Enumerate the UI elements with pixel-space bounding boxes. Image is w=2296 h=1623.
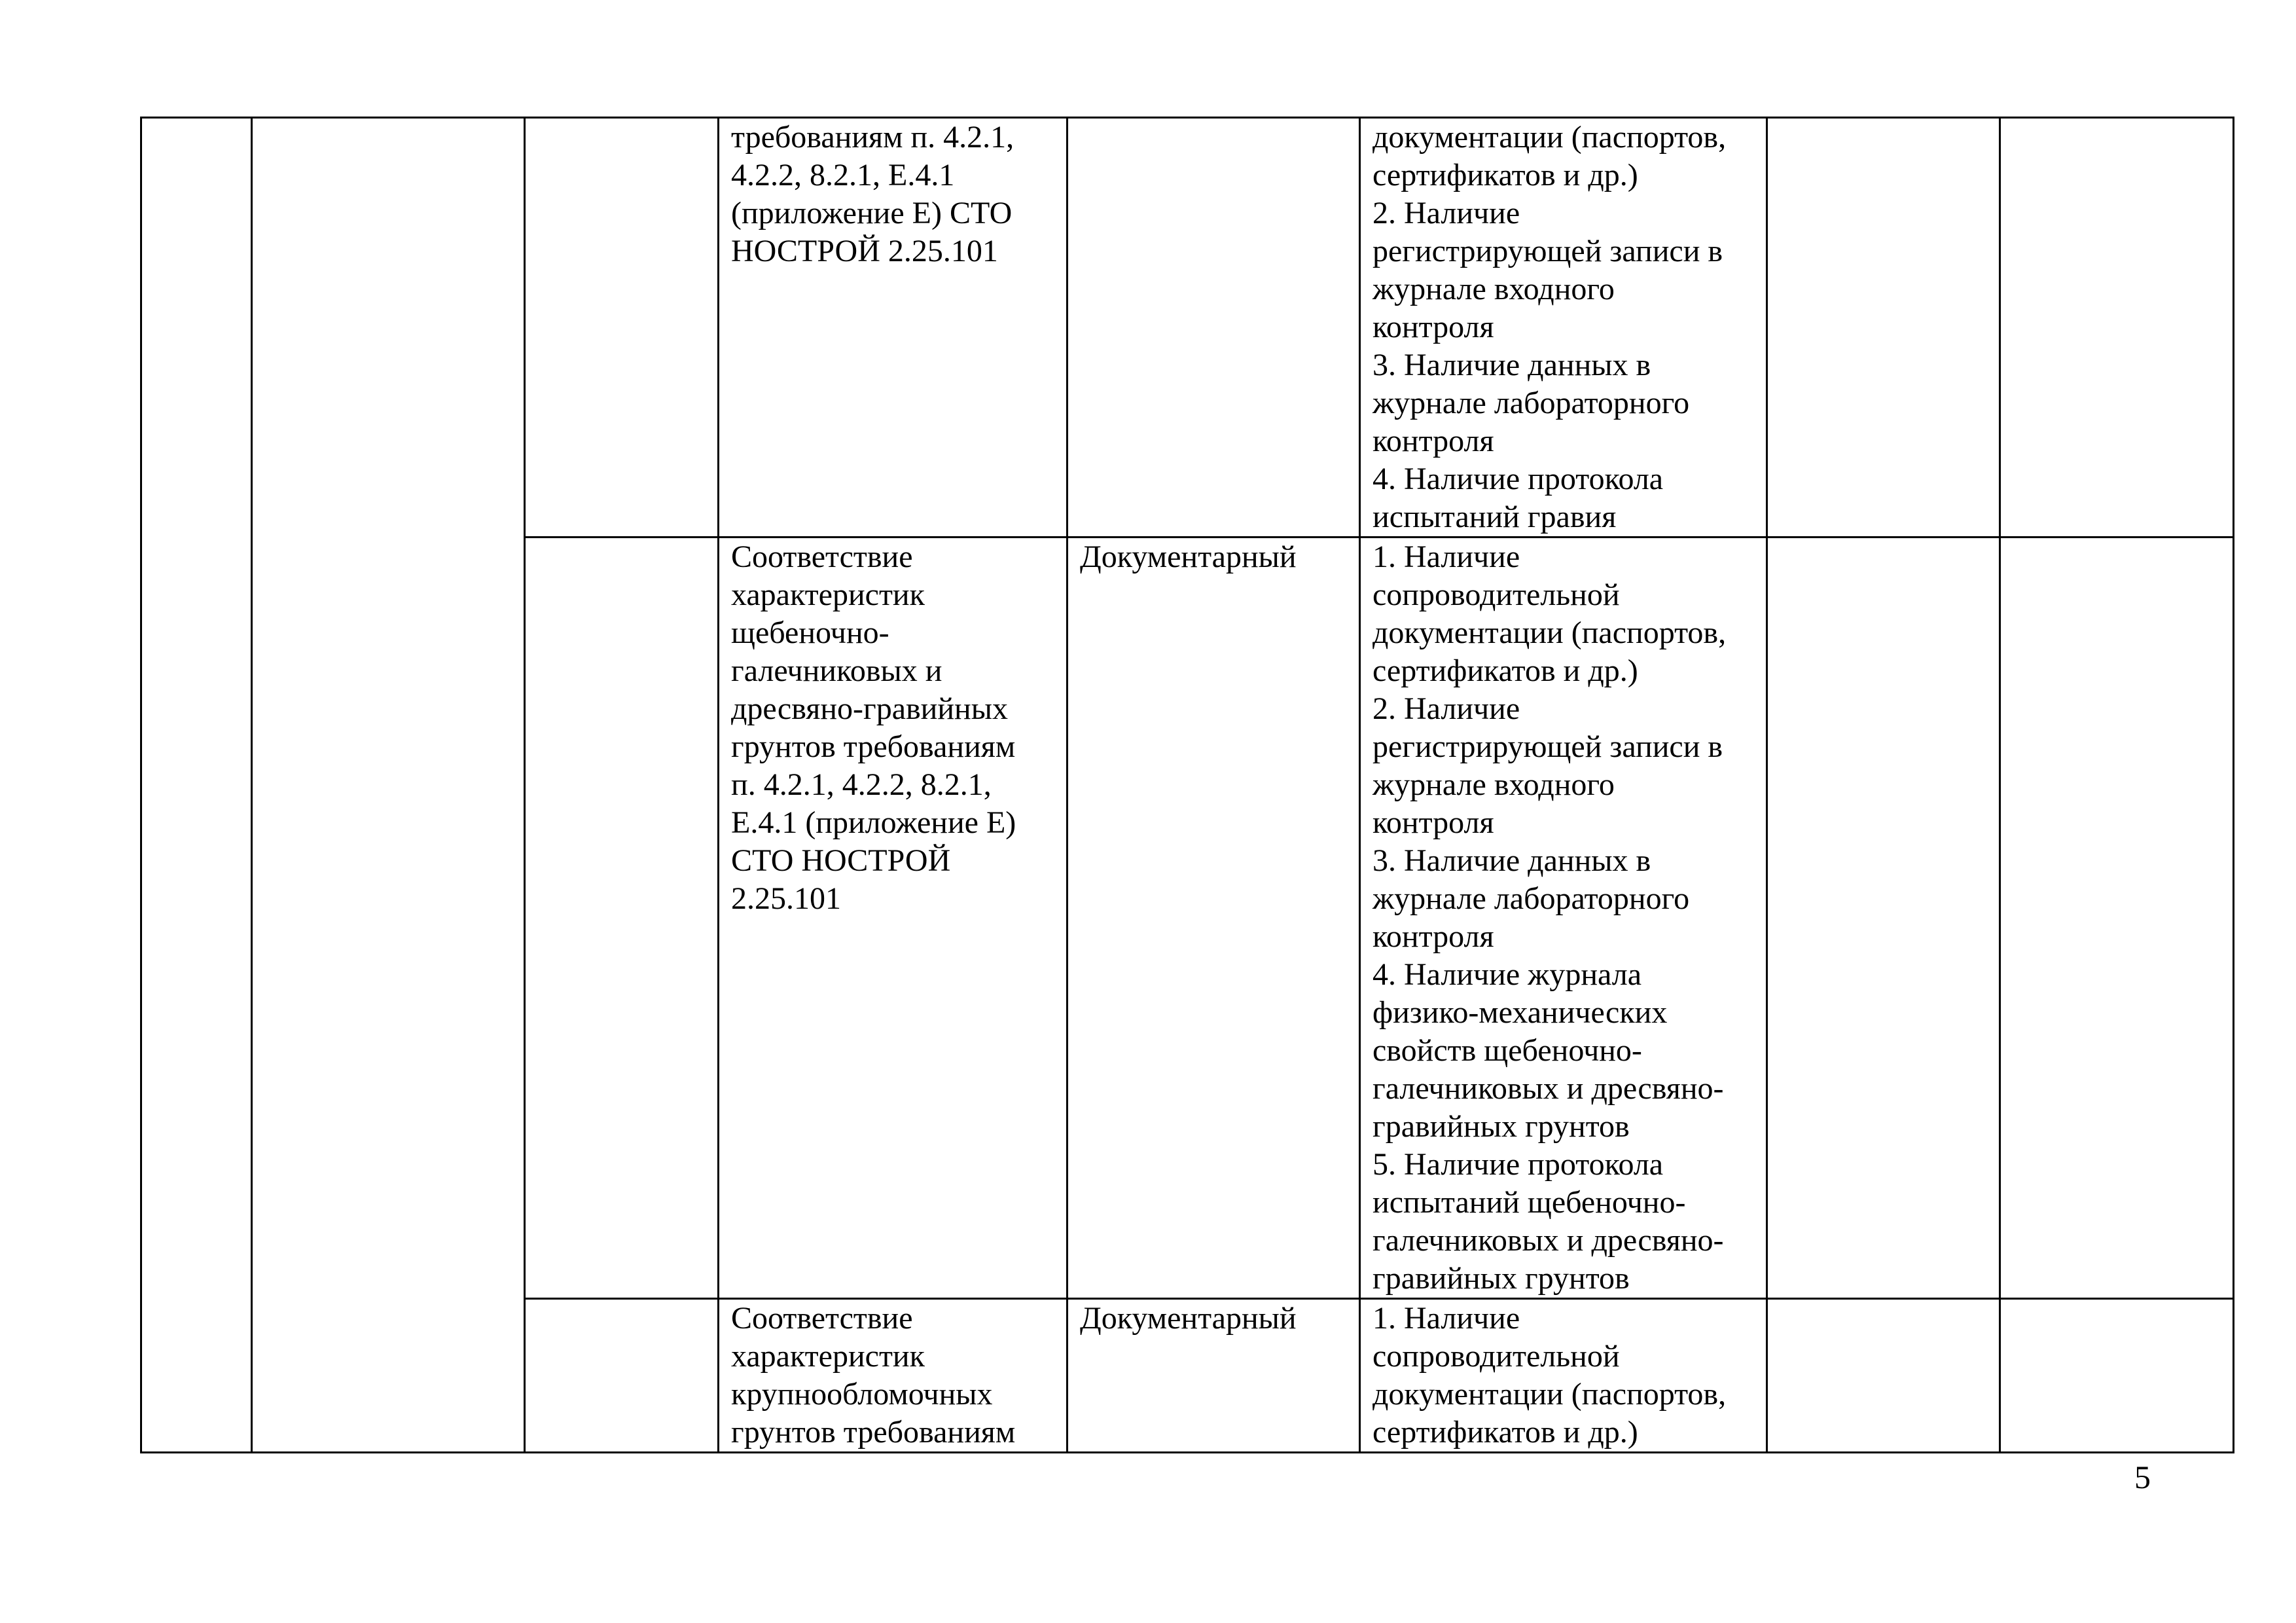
- requirement-cell: требованиям п. 4.2.1, 4.2.2, 8.2.1, Е.4.1 (приложение Е) СТО НОСТРОЙ 2.25.101: [719, 118, 1067, 538]
- requirement-cell: Соответствие характеристик щебеночно- галечниковых и дресвяно-гравийных грунтов требованиям п. 4.2.1, 4.2.2, 8.2.1, Е.4.1 (приложение Е) СТО НОСТРОЙ 2.25.101: [719, 538, 1067, 1299]
- method-cell: Документарный: [1067, 1299, 1360, 1453]
- column-3-cell: [525, 538, 719, 1299]
- column-1-cell: [141, 118, 252, 1453]
- documents-cell: 1. Наличие сопроводительной документации (паспортов, сертификатов и др.): [1360, 1299, 1767, 1453]
- documents-cell: документации (паспортов, сертификатов и др.) 2. Наличие регистрирующей записи в журнале входного контроля 3. Наличие данных в журнале лабораторного контроля 4. Наличие протокола испытаний гравия: [1360, 118, 1767, 538]
- column-7-cell: [1767, 1299, 2000, 1453]
- column-8-cell: [2000, 118, 2234, 538]
- column-3-cell: [525, 118, 719, 538]
- documents-cell: 1. Наличие сопроводительной документации (паспортов, сертификатов и др.) 2. Наличие регистрирующей записи в журнале входного контроля 3. Наличие данных в журнале лабораторного контроля 4. Наличие журнала физико-механических свойств щебеночно- галечниковых и дресвяно- гравийных грунтов 5. Наличие протокола испытаний щебеночно- галечниковых и дресвяно- гравийных грунтов: [1360, 538, 1767, 1299]
- column-8-cell: [2000, 538, 2234, 1299]
- page-number: 5: [2134, 1459, 2151, 1495]
- column-8-cell: [2000, 1299, 2234, 1453]
- column-2-cell: [252, 118, 525, 1453]
- table-row: [141, 118, 2234, 538]
- inspection-table: [140, 117, 2234, 1453]
- column-3-cell: [525, 1299, 719, 1453]
- method-cell: Документарный: [1067, 538, 1360, 1299]
- column-7-cell: [1767, 118, 2000, 538]
- method-cell: [1067, 118, 1360, 538]
- column-7-cell: [1767, 538, 2000, 1299]
- requirement-cell: Соответствие характеристик крупнообломочных грунтов требованиям: [719, 1299, 1067, 1453]
